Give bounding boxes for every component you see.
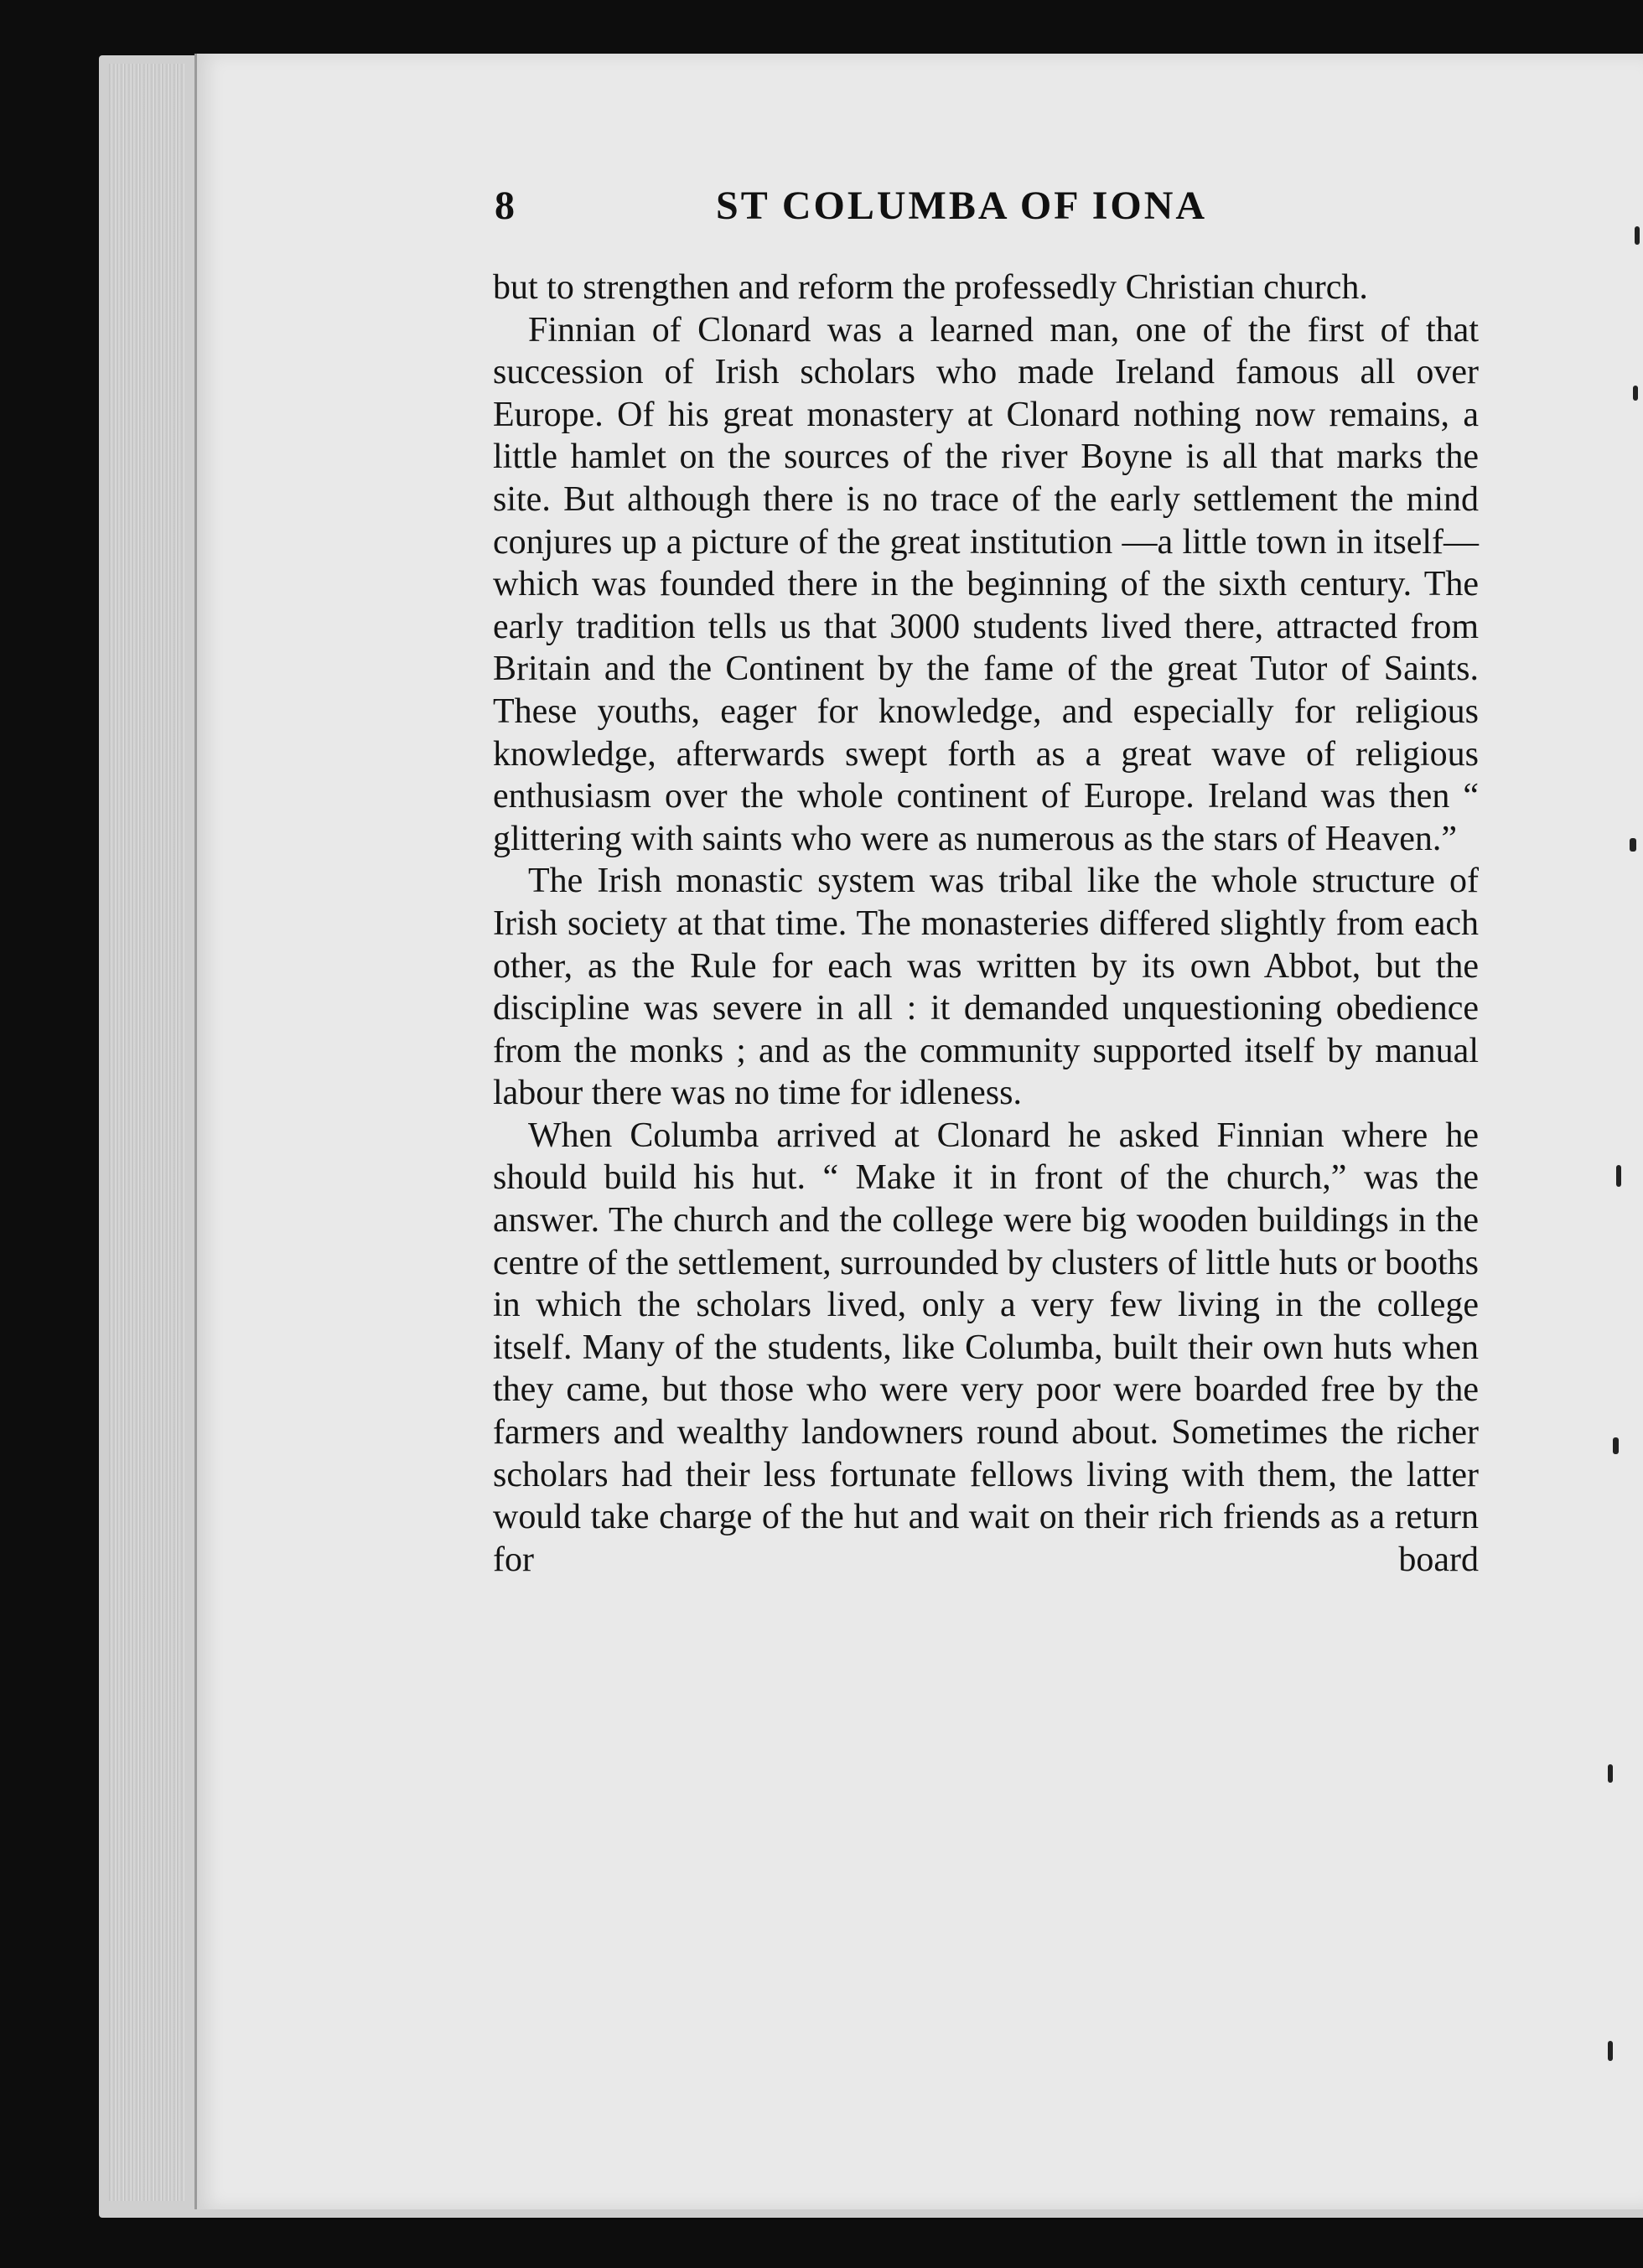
page-header xyxy=(495,183,1333,241)
margin-mark xyxy=(1608,1764,1613,1783)
paragraph-columba-arrival: When Columba arrived at Clonard he asked Finnian where he should build his hut. “ Make it in front of the church,” was the answer. The church and the college were big wooden buildings in the centre of the settlement, surrounded by clusters of little huts or booths in which the scholars lived, only a very few living in the college itself. Many of the students, like Columba, built their own huts when they came, but those who were very poor were boarded free by the farmers and wealthy landowners round about. Sometimes the richer scholars had their less fortunate fellows living with them, the latter would take charge of the hut and wait on their rich friends as a return for board xyxy=(493,1116,1479,1579)
margin-mark xyxy=(1630,838,1636,852)
paragraph-monastic-system: The Irish monastic system was tribal like the whole structure of Irish society at that time. The monasteries differed slightly from each other, as the Rule for each was written by its own Abbot, but the discipline was severe in all : it demanded unquestioning obedience from the monks ; and as the community supported itself by manual labour there was no time for idleness. xyxy=(493,862,1479,1113)
paragraph-continuation: but to strengthen and reform the professedly Christian church. xyxy=(493,268,1368,307)
page-number: 8 xyxy=(495,184,515,228)
margin-mark xyxy=(1633,386,1638,401)
margin-mark xyxy=(1613,1437,1619,1454)
margin-mark xyxy=(1616,1165,1621,1187)
paragraph-finnian: Finnian of Clonard was a learned man, one of the first of that succession of Irish scholars who made Ireland famous all over Europe. Of his great monastery at Clonard nothing now remains, a little hamlet on the sources of the river Boyne is all that marks the site. But although there is no trace of the early settlement the mind conjures up a picture of the great institution —a little town in itself—which was founded there in the beginning of the sixth century. The early tradition tells us that 3000 students lived there, attracted from Britain and the Continent by the fame of the great Tutor of Saints. These youths, eager for knowledge, and especially for religious knowledge, afterwards swept forth as a great wave of religious enthusiasm over the whole continent of Europe. Ireland was then “ glittering with saints who were as numerous as the stars of Heaven.” xyxy=(493,310,1479,858)
running-title: ST COLUMBA OF IONA xyxy=(716,184,1208,228)
body-text xyxy=(493,267,1479,1581)
margin-mark xyxy=(1608,2041,1613,2061)
margin-mark xyxy=(1635,226,1640,245)
